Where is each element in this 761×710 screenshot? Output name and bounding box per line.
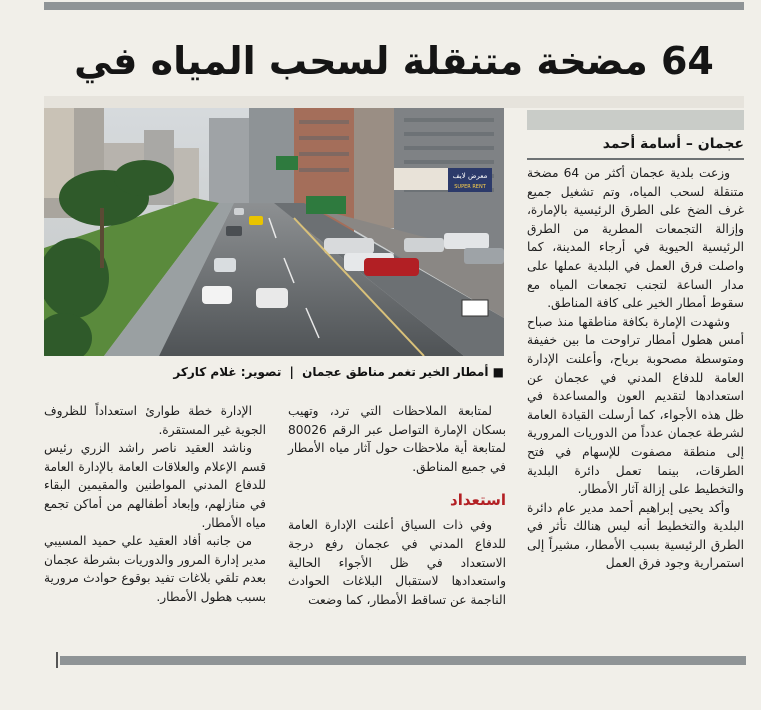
bottom-tick [56, 652, 58, 668]
shop-sign-en: SUPER RENT [454, 184, 486, 190]
shop-sign-ar: معرض لايف [452, 172, 488, 180]
caption-bullet-icon: ■ [492, 365, 504, 379]
headline-band [44, 96, 744, 108]
paragraph: من جانبه أفاد العقيد علي حميد المسيبي مدير إدارة المرور والدوريات بشرطة عجمان بعدم تلقي بلاغات تفيد بوقوع حوادث مرورية بسبب هطول الأمطار. [44, 534, 266, 604]
top-rule [44, 2, 744, 10]
paragraph: وشهدت الإمارة بكافة مناطقها منذ صباح أمس هطول أمطار تراوحت ما بين خفيفة ومتوسطة مصحوبة برياح، وأعلنت الإدارة العامة للدفاع المدني في عجمان عن استعدادها لتقديم العون والمساعدة في ظل هذه الأجواء، كما أرسلت القيادة العامة لشرطة عجمان عدداً من الدوريات المرورية إلى منطقة مصفوت للإسهام في فتح الطرقات، بينما تعمل دائرة البلدية والتخطيط على إزالة آثار الأمطار. [527, 314, 744, 497]
subhead: استعداد [450, 491, 506, 510]
paragraph: الإدارة خطة طوارئ استعداداً للظروف الجوية غير المستقرة. [44, 404, 266, 437]
photo-credit: تصوير: غلام كاركر [173, 365, 282, 379]
paragraph: وأكد يحيى إبراهيم أحمد مدير عام دائرة البلدية والتخطيط أنه ليس هنالك تأثر في الطرق الرئيسية بسبب الأمطار، مشيراً إلى استمرارية وجود فرق العمل [527, 500, 744, 571]
byline-rule [527, 158, 744, 160]
caption-separator: | [289, 365, 294, 379]
paragraph: وزعت بلدية عجمان أكثر من 64 مضخة متنقلة لسحب المياه، وتم تشغيل جميع غرف الضخ على الطرق الرئيسية بالإمارة، وإزالة التجمعات المطرية من الطرق الرئيسية الحيوية في أرجاء المدينة، كما واصلت فرق العمل في البلدية عملها على مدار الساعة لتجنب تجمعات المياه مع سقوط أمطار الخير على كافة المناطق. [527, 166, 744, 311]
paragraph: وفي ذات السياق أعلنت الإدارة العامة للدفاع المدني في عجمان رفع درجة الاستعداد في ظل الأجواء الحالية واستعدادها لاستقبال البلاغات الحوادث الناجمة عن تساقط الأمطار، كما وضعت [288, 518, 506, 607]
headline: 64 مضخة متنقلة لسحب المياه في [74, 39, 714, 83]
paragraph: وناشد العقيد ناصر راشد الزري رئيس قسم الإعلام والعلاقات العامة بالإدارة العامة للدفاع المدني المواطنين والمقيمين البقاء في منازلهم، وإبعاد أطفالهم من أماكن تجمع مياه الأمطار. [44, 441, 266, 530]
paragraph: لمتابعة الملاحظات التي ترد، وتهيب بسكان الإمارة التواصل عبر الرقم 80026 لمتابعة أية ملاحظات حول آثار مياه الأمطار في جميع المناطق. [288, 404, 506, 474]
byline: عجمان – أسامة أحمد [602, 136, 744, 152]
bottom-rule [60, 656, 746, 665]
photo-caption [44, 362, 504, 382]
column-left [44, 402, 266, 607]
caption-text: أمطار الخير تغمر مناطق عجمان [302, 365, 489, 379]
byline-band [527, 110, 744, 130]
column-middle [288, 402, 506, 609]
column-right [527, 164, 744, 573]
street-photo [44, 108, 504, 356]
